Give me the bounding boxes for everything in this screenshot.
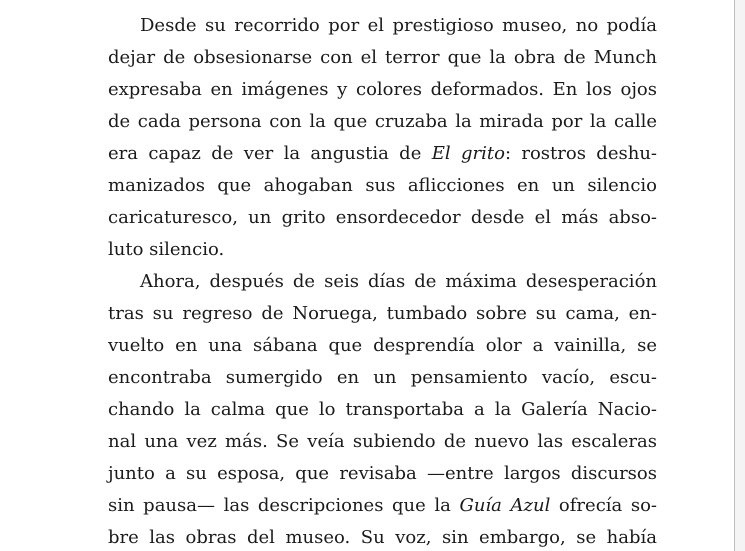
text-line: de cada persona con la que cruzaba la mirada por la calle bbox=[108, 111, 657, 132]
text-line: vuelto en una sábana que desprendía olor a vainilla, se bbox=[108, 335, 657, 356]
text-line: nal una vez más. Se veía subiendo de nuevo las escaleras bbox=[108, 431, 657, 452]
text-line: dejar de obsesionarse con el terror que la obra de Munch bbox=[108, 47, 657, 68]
italic-title-guia-azul: Guía Azul bbox=[459, 495, 551, 516]
text-line: luto silencio. bbox=[108, 239, 225, 260]
text-line: caricaturesco, un grito ensordecedor desde el más abso- bbox=[108, 207, 657, 228]
text-line: era capaz de ver la angustia de El grito: rostros deshu- bbox=[108, 143, 657, 164]
text-line: sin pausa— las descripciones que la Guía Azul ofrecía so- bbox=[108, 495, 658, 516]
text-line: junto a su esposa, que revisaba —entre largos discursos bbox=[108, 463, 657, 484]
text-line: encontraba sumergido en un pensamiento vacío, escu- bbox=[108, 367, 657, 388]
text-line: manizados que ahogaban sus aflicciones en un silencio bbox=[108, 175, 657, 196]
text-line: expresaba en imágenes y colores deformados. En los ojos bbox=[108, 79, 657, 100]
text-line: bre las obras del museo. Su voz, sin embargo, se había bbox=[108, 527, 657, 548]
text-line: chando la calma que lo transportaba a la Galería Nacio- bbox=[108, 399, 657, 420]
text-line: Desde su recorrido por el prestigioso museo, no podía bbox=[140, 15, 657, 36]
text-line: tras su regreso de Noruega, tumbado sobre su cama, en- bbox=[108, 303, 657, 324]
text-line: Ahora, después de seis días de máxima desesperación bbox=[140, 271, 657, 292]
scrollbar-track[interactable] bbox=[735, 0, 745, 551]
italic-title-el-grito: El grito bbox=[431, 143, 505, 164]
